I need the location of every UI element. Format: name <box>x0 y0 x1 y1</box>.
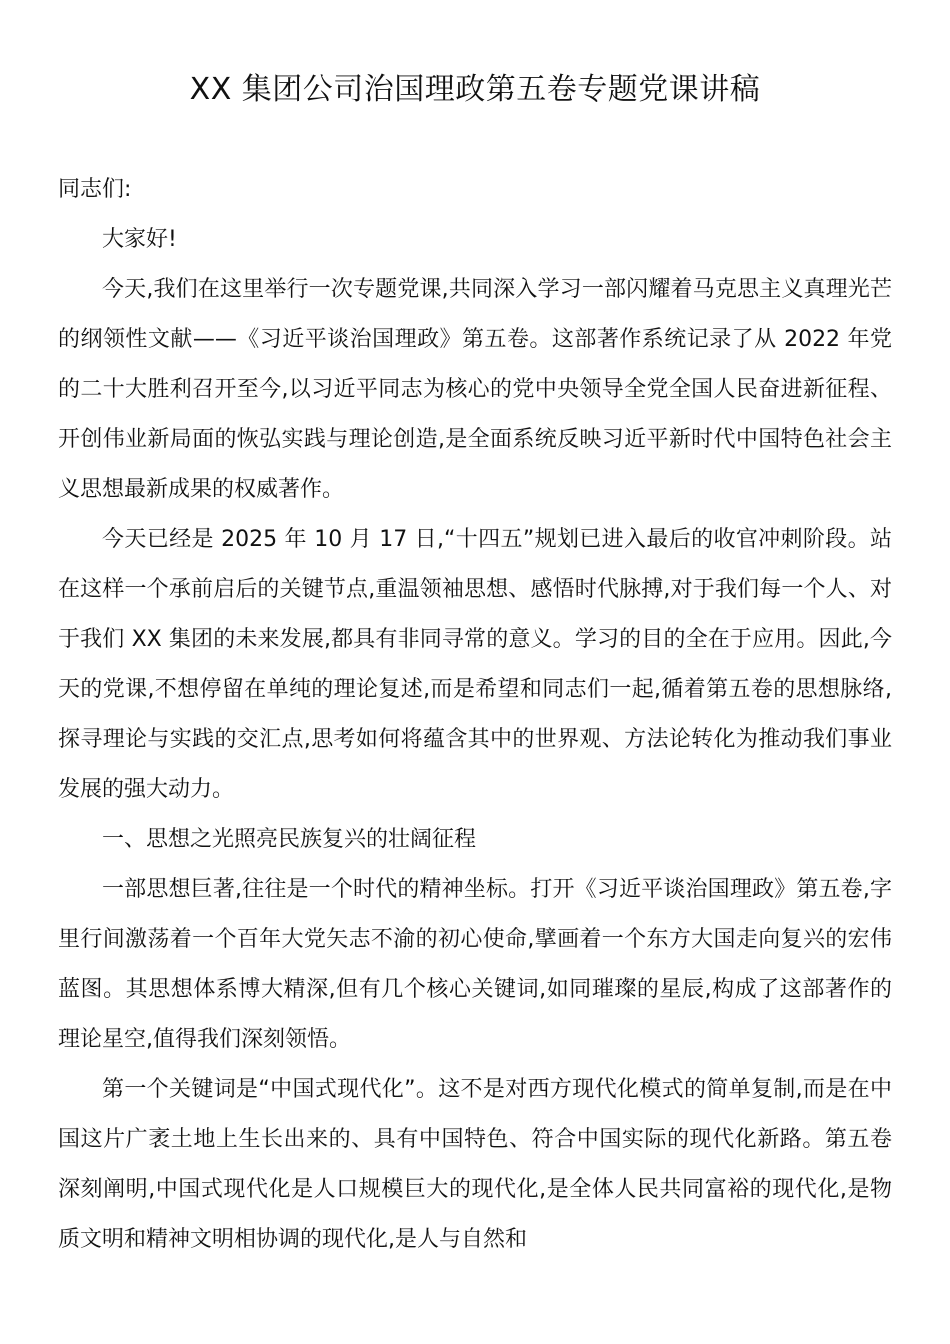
paragraph-greeting: 大家好! <box>102 227 177 252</box>
paragraph-intro: 今天,我们在这里举行一次专题党课,共同深入学习一部闪耀着马克思主义真理光芒的纲领性文献——《习近平谈治国理政》第五卷。这部著作系统记录了从 2022 年党的二十大胜利召开至今,以习近平同志为核心的党中央领导全党全国人民奋进新征程、开创伟业新局面的恢弘实践与理论创造,是全面系统反映习近平新时代中国特色社会主义思想最新成果的权威著作。 <box>58 277 892 502</box>
paragraph-context: 今天已经是 2025 年 10 月 17 日,“十四五”规划已进入最后的收官冲刺阶段。站在这样一个承前启后的关键节点,重温领袖思想、感悟时代脉搏,对于我们每一个人、对于我们 XX 集团的未来发展,都具有非同寻常的意义。学习的目的全在于应用。因此,今天的党课,不想停留在单纯的理论复述,而是希望和同志们一起,循着第五卷的思想脉络,探寻理论与实践的交汇点,思考如何将蕴含其中的世界观、方法论转化为推动我们事业发展的强大动力。 <box>58 527 892 802</box>
document-body <box>58 165 892 1265</box>
document-page <box>58 0 892 1265</box>
document-title: XX 集团公司治国理政第五卷专题党课讲稿 <box>189 72 761 107</box>
paragraph-keyword-1: 第一个关键词是“中国式现代化”。这不是对西方现代化模式的简单复制,而是在中国这片广袤土地上生长出来的、具有中国特色、符合中国实际的现代化新路。第五卷深刻阐明,中国式现代化是人口规模巨大的现代化,是全体人民共同富裕的现代化,是物质文明和精神文明相协调的现代化,是人与自然和 <box>58 1077 892 1252</box>
salutation: 同志们: <box>58 177 132 202</box>
paragraph-section-1-intro: 一部思想巨著,往往是一个时代的精神坐标。打开《习近平谈治国理政》第五卷,字里行间激荡着一个百年大党矢志不渝的初心使命,擘画着一个东方大国走向复兴的宏伟蓝图。其思想体系博大精深,但有几个核心关键词,如同璀璨的星辰,构成了这部著作的理论星空,值得我们深刻领悟。 <box>58 877 892 1052</box>
section-heading-1: 一、思想之光照亮民族复兴的壮阔征程 <box>102 827 477 852</box>
